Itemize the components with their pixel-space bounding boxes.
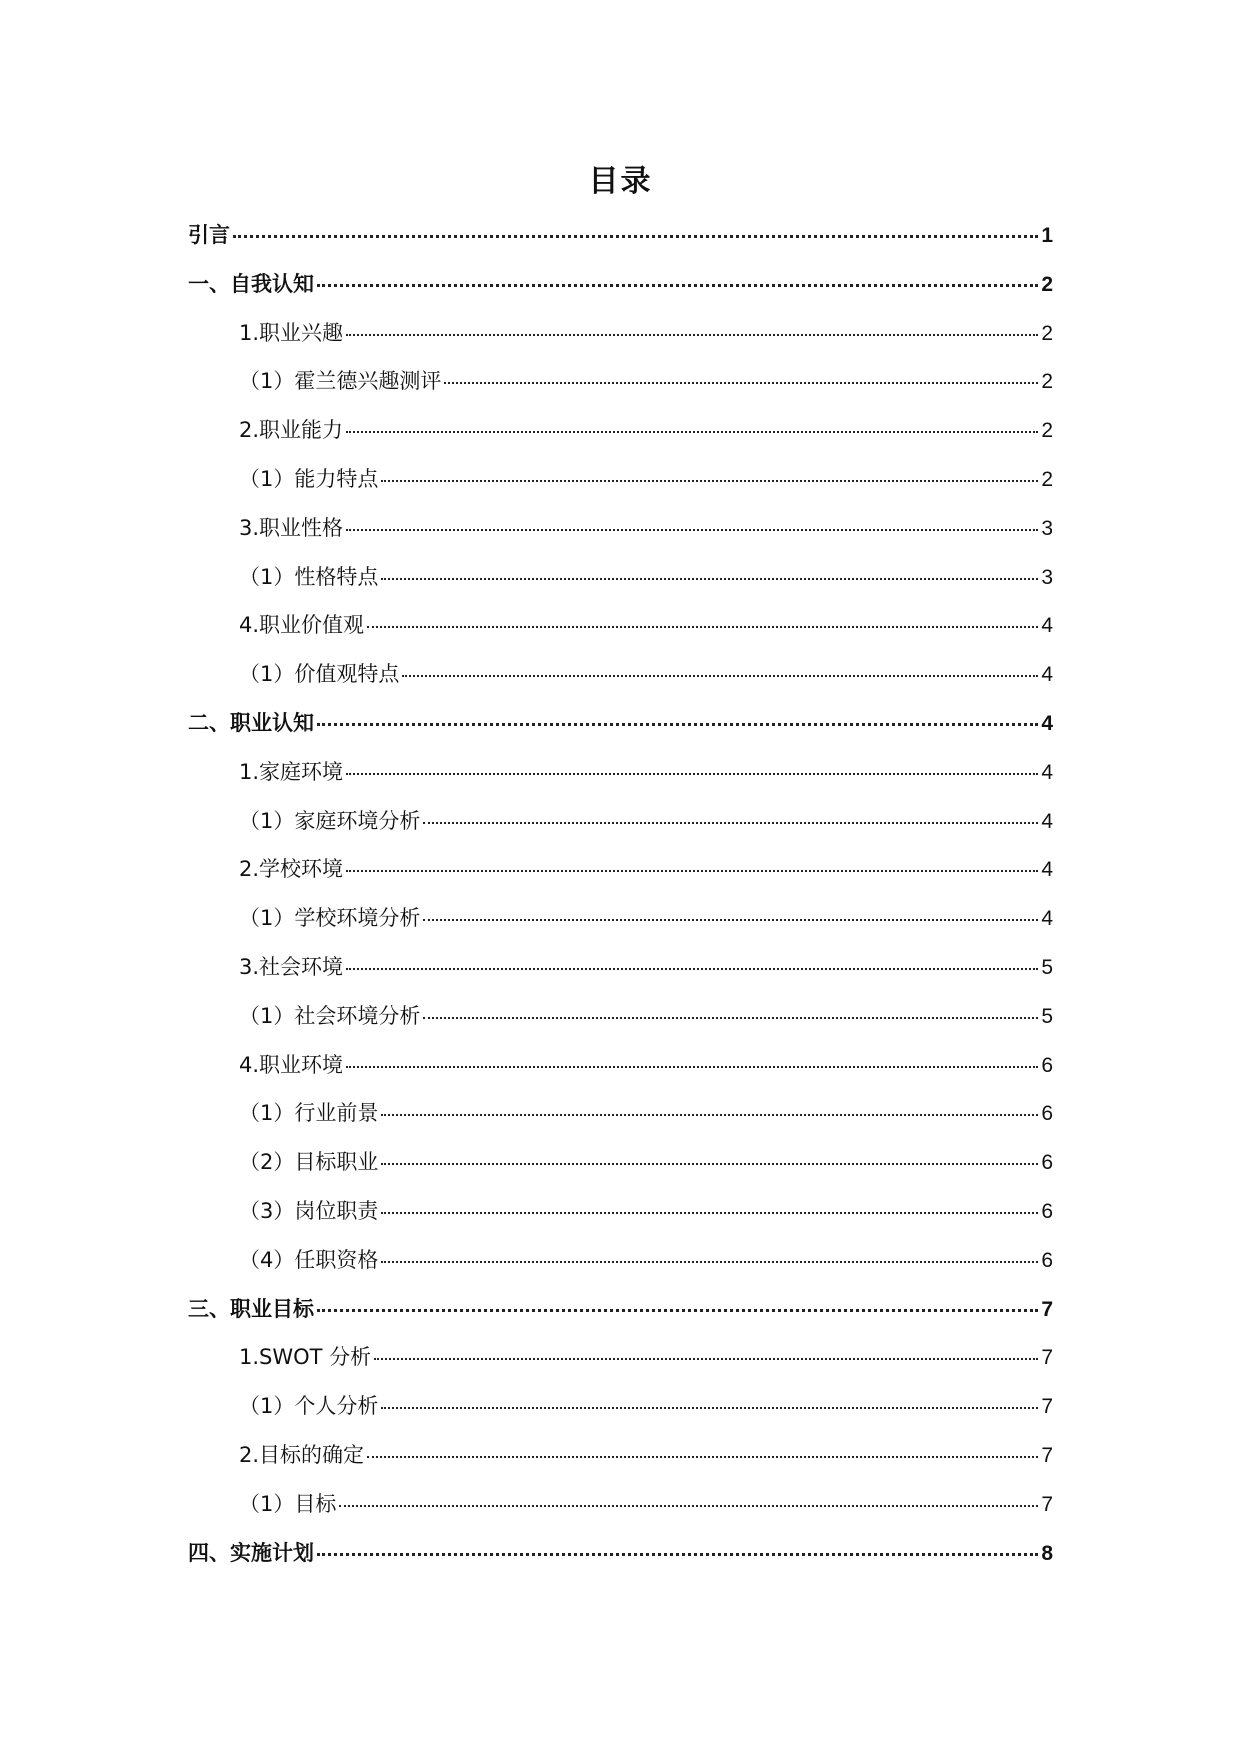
toc-entry-label: 四、实施计划 [188, 1540, 314, 1565]
toc-title: 目录 [588, 164, 653, 199]
dot-leader [346, 773, 1038, 775]
dot-leader [381, 578, 1038, 580]
toc-entry[interactable] [188, 1000, 1053, 1049]
toc-entry-label: （1）学校环境分析 [239, 906, 421, 931]
toc-entry-page-number: 2 [1041, 467, 1053, 491]
toc-entry-label: （2）目标职业 [239, 1150, 379, 1175]
dot-leader [423, 822, 1038, 824]
dot-leader [374, 1358, 1038, 1360]
dot-leader [346, 529, 1038, 531]
toc-entry-page-number: 2 [1041, 419, 1053, 443]
dot-leader [423, 919, 1038, 921]
toc-entry-page-number: 6 [1041, 1053, 1053, 1077]
table-of-contents [188, 219, 1053, 1585]
toc-entry[interactable] [188, 1390, 1053, 1439]
dot-leader [381, 1407, 1038, 1409]
toc-entry-page-number: 4 [1041, 907, 1053, 931]
toc-entry-label: （3）岗位职责 [239, 1198, 379, 1223]
toc-entry[interactable] [188, 512, 1053, 561]
toc-entry-label: 一、自我认知 [188, 271, 314, 296]
toc-entry[interactable] [188, 951, 1053, 1000]
toc-entry-label: （1）价值观特点 [239, 662, 400, 687]
toc-entry[interactable] [188, 414, 1053, 463]
toc-entry[interactable] [188, 1097, 1053, 1146]
toc-entry-label: （1）个人分析 [239, 1394, 379, 1419]
toc-entry-page-number: 6 [1041, 1151, 1053, 1175]
toc-entry-label: 2.学校环境 [239, 857, 344, 882]
toc-entry[interactable] [188, 1049, 1053, 1098]
toc-entry-label: （4）任职资格 [239, 1247, 379, 1272]
toc-entry[interactable] [188, 1293, 1053, 1342]
toc-entry[interactable] [188, 1195, 1053, 1244]
toc-entry-page-number: 2 [1041, 272, 1053, 296]
dot-leader [346, 870, 1038, 872]
toc-entry-page-number: 4 [1041, 663, 1053, 687]
toc-entry-page-number: 7 [1041, 1395, 1053, 1419]
toc-entry-label: （1）家庭环境分析 [239, 808, 421, 833]
dot-leader [346, 968, 1038, 970]
dot-leader [423, 1017, 1038, 1019]
toc-entry[interactable] [188, 805, 1053, 854]
toc-entry[interactable] [188, 1341, 1053, 1390]
toc-entry[interactable] [188, 219, 1053, 268]
toc-entry[interactable] [188, 756, 1053, 805]
toc-entry-page-number: 2 [1041, 321, 1053, 345]
dot-leader [381, 1261, 1038, 1263]
toc-entry-page-number: 4 [1041, 711, 1053, 735]
toc-entry-page-number: 6 [1041, 1199, 1053, 1223]
dot-leader [346, 1066, 1038, 1068]
toc-entry-page-number: 3 [1041, 516, 1053, 540]
dot-leader [381, 1114, 1038, 1116]
toc-entry-label: 2.目标的确定 [239, 1442, 365, 1467]
toc-entry-label: 1.职业兴趣 [239, 320, 344, 345]
toc-entry-label: 二、职业认知 [188, 710, 314, 735]
toc-entry-label: 4.职业环境 [239, 1052, 344, 1077]
toc-entry-page-number: 6 [1041, 1102, 1053, 1126]
dot-leader [346, 334, 1038, 336]
toc-entry[interactable] [188, 268, 1053, 317]
dot-leader [367, 626, 1038, 628]
dot-leader [381, 1163, 1038, 1165]
toc-entry-page-number: 4 [1041, 809, 1053, 833]
toc-entry-page-number: 8 [1041, 1541, 1053, 1565]
toc-entry[interactable] [188, 902, 1053, 951]
toc-entry[interactable] [188, 707, 1053, 756]
toc-entry-page-number: 5 [1041, 1004, 1053, 1028]
toc-entry-page-number: 7 [1041, 1443, 1053, 1467]
toc-entry-label: （1）社会环境分析 [239, 1003, 421, 1028]
toc-entry[interactable] [188, 561, 1053, 610]
toc-entry[interactable] [188, 609, 1053, 658]
toc-entry-page-number: 7 [1041, 1492, 1053, 1516]
dot-leader [381, 1212, 1038, 1214]
toc-entry-label: 引言 [188, 223, 230, 247]
toc-entry[interactable] [188, 853, 1053, 902]
toc-entry-label: （1）性格特点 [239, 564, 379, 589]
toc-entry[interactable] [188, 1244, 1053, 1293]
toc-entry-page-number: 4 [1041, 614, 1053, 638]
dot-leader [317, 723, 1038, 726]
toc-entry[interactable] [188, 365, 1053, 414]
toc-entry-label: 2.职业能力 [239, 418, 344, 443]
dot-leader [367, 1456, 1038, 1458]
toc-entry-page-number: 3 [1041, 565, 1053, 589]
toc-entry[interactable] [188, 463, 1053, 512]
toc-entry-page-number: 7 [1041, 1346, 1053, 1370]
dot-leader [346, 431, 1038, 433]
toc-entry[interactable] [188, 658, 1053, 707]
dot-leader [402, 675, 1038, 677]
toc-entry[interactable] [188, 1488, 1053, 1537]
toc-entry-label: 3.职业性格 [239, 515, 344, 540]
dot-leader [444, 382, 1038, 384]
toc-entry[interactable] [188, 1537, 1053, 1586]
dot-leader [339, 1505, 1038, 1507]
dot-leader [233, 235, 1038, 238]
toc-entry-label: （1）行业前景 [239, 1101, 379, 1126]
toc-entry-label: 三、职业目标 [188, 1296, 314, 1321]
toc-entry-label: （1）目标 [239, 1491, 337, 1516]
toc-entry-page-number: 6 [1041, 1248, 1053, 1272]
toc-entry[interactable] [188, 317, 1053, 366]
toc-entry-label: 4.职业价值观 [239, 613, 365, 638]
toc-entry-page-number: 7 [1041, 1297, 1053, 1321]
toc-entry-page-number: 4 [1041, 858, 1053, 882]
toc-entry-label: （1）霍兰德兴趣测评 [239, 369, 442, 394]
toc-entry[interactable] [188, 1439, 1053, 1488]
toc-entry-page-number: 1 [1041, 224, 1053, 247]
dot-leader [317, 1309, 1038, 1312]
dot-leader [317, 284, 1038, 287]
toc-entry-label: 3.社会环境 [239, 954, 344, 979]
dot-leader [317, 1553, 1038, 1556]
toc-entry-page-number: 5 [1041, 955, 1053, 979]
dot-leader [381, 480, 1038, 482]
toc-entry[interactable] [188, 1146, 1053, 1195]
toc-entry-page-number: 4 [1041, 760, 1053, 784]
toc-entry-label: 1.SWOT 分析 [239, 1345, 372, 1370]
toc-entry-label: 1.家庭环境 [239, 759, 344, 784]
toc-entry-page-number: 2 [1041, 370, 1053, 394]
toc-entry-label: （1）能力特点 [239, 466, 379, 491]
